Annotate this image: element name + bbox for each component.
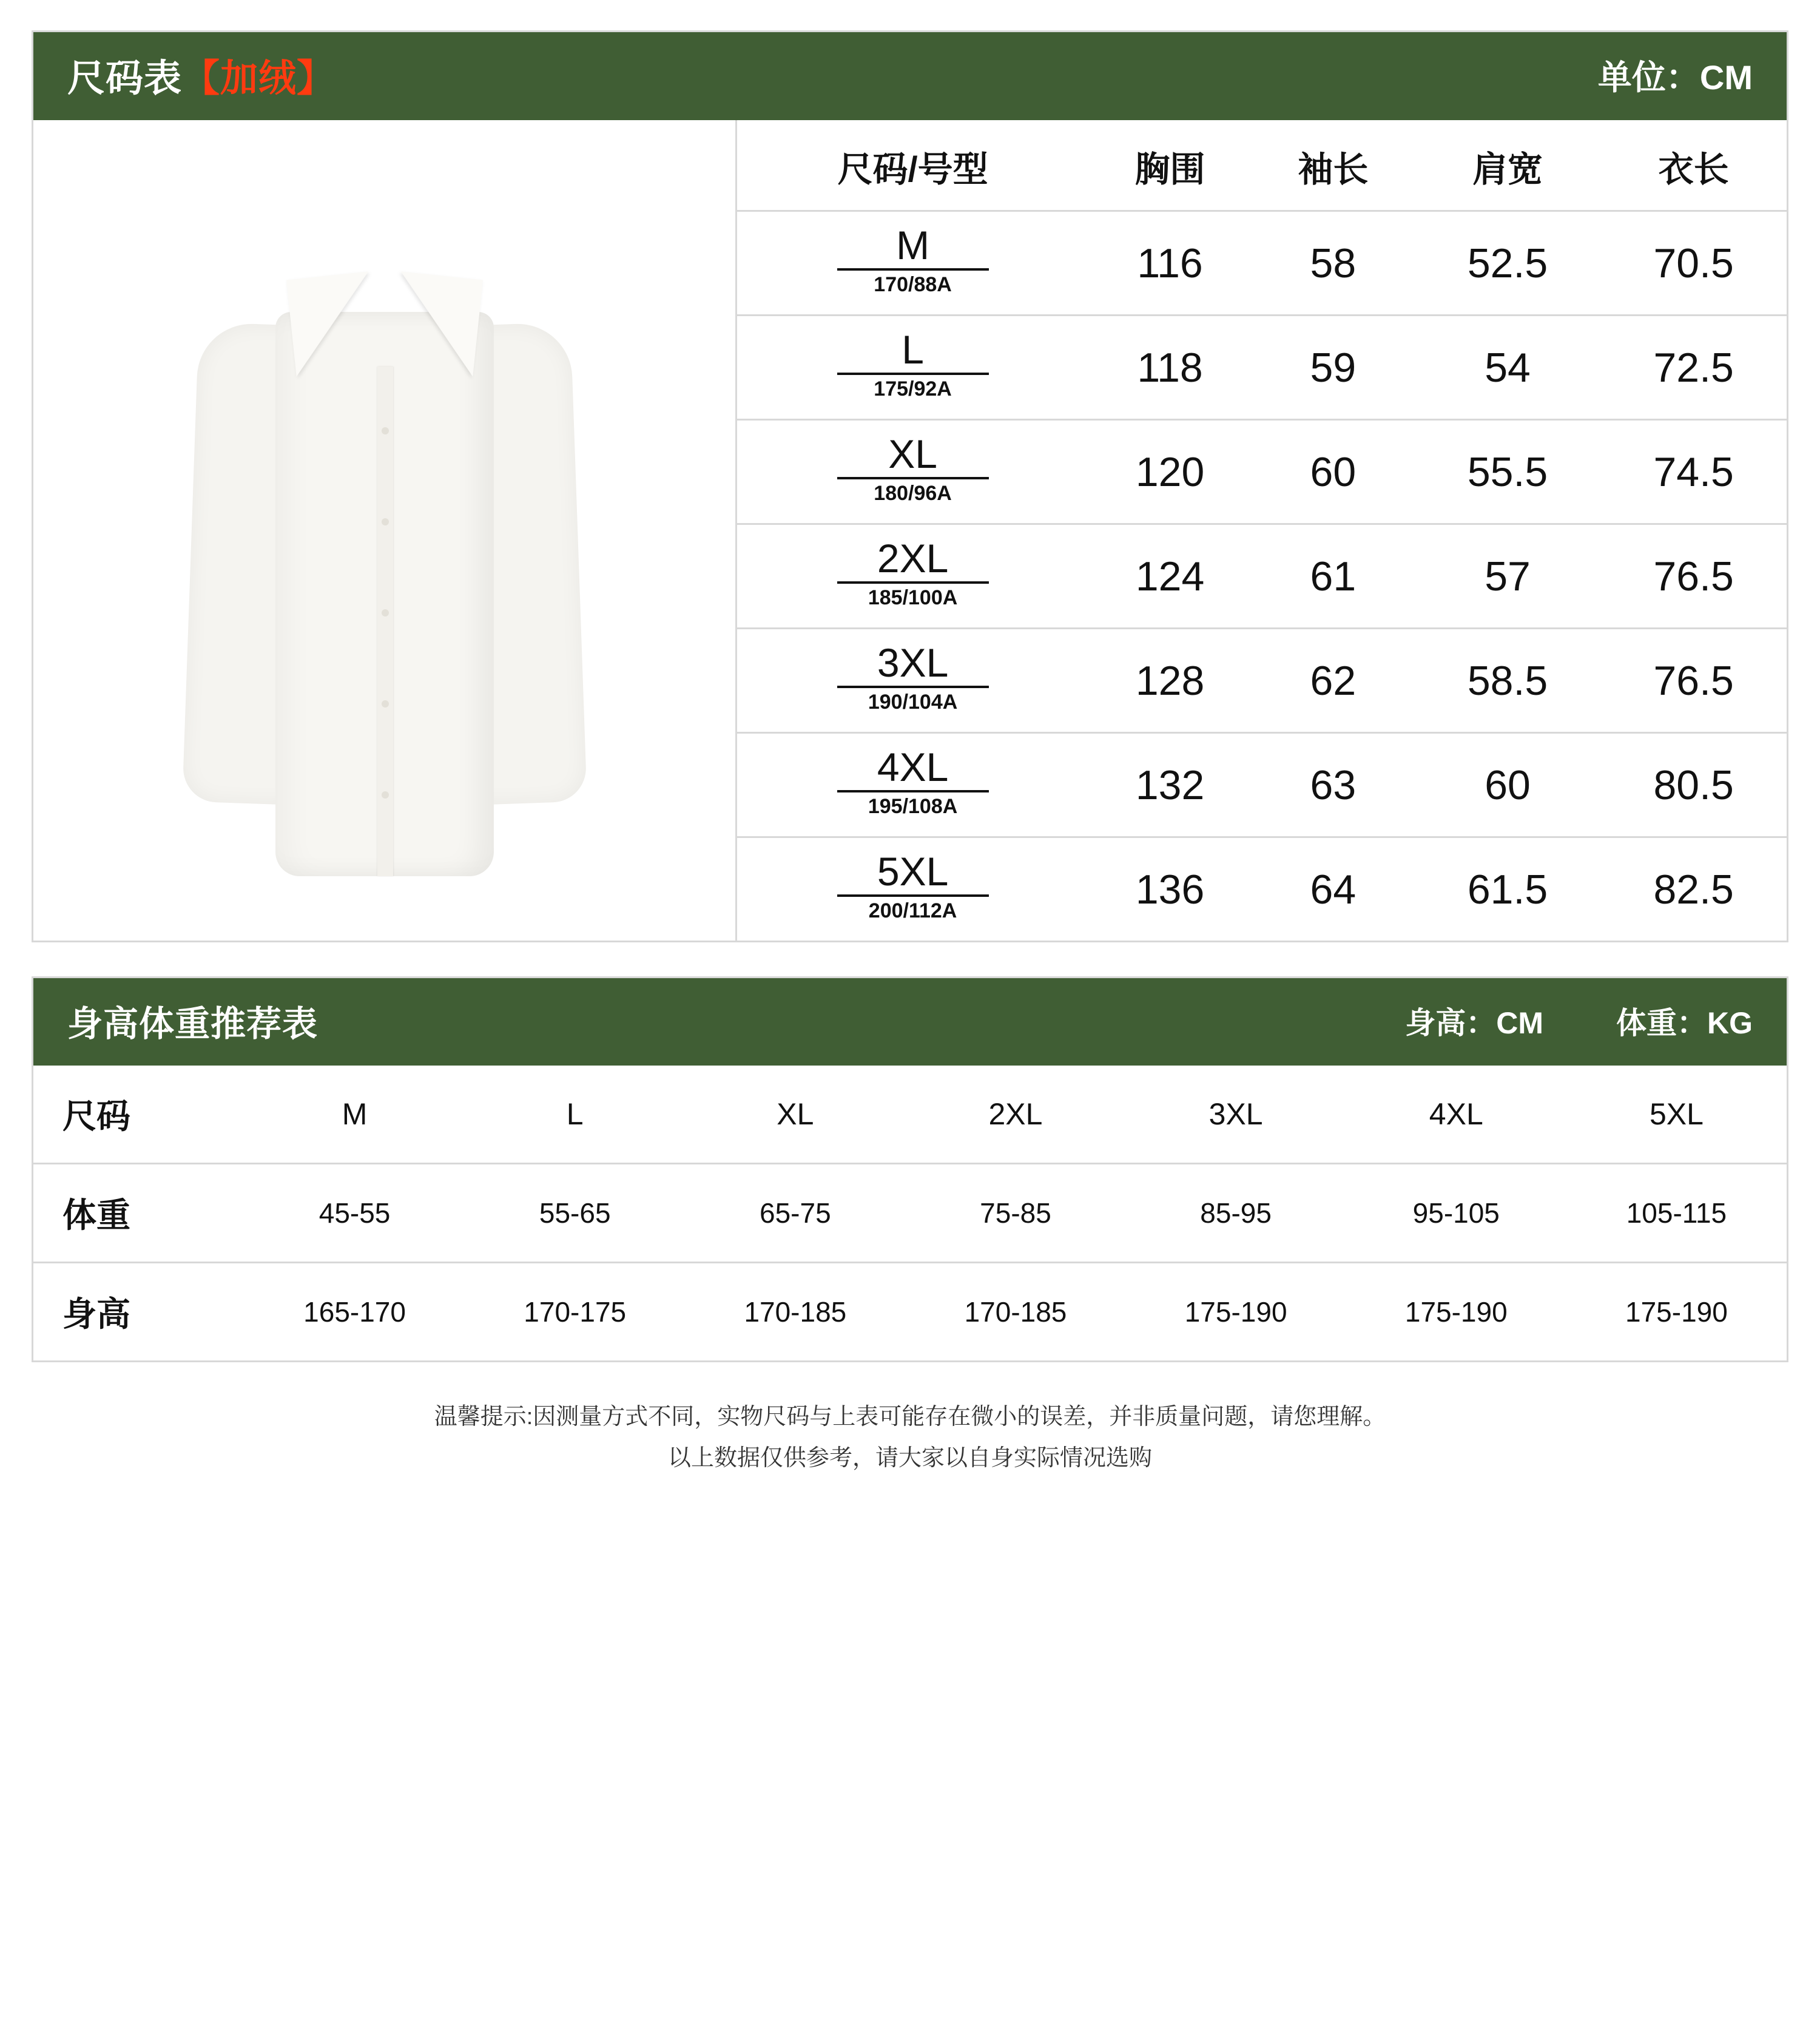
- cell-length: 82.5: [1653, 866, 1734, 913]
- shirt-button: [382, 427, 389, 434]
- size-table-head: [737, 120, 1787, 211]
- recommend-table-header: [33, 978, 1787, 1066]
- cell-size: 5XL: [1566, 1066, 1787, 1164]
- recommend-units: [1405, 999, 1753, 1042]
- cell-length: 76.5: [1600, 524, 1787, 629]
- cell-height: 175-190: [1625, 1296, 1728, 1328]
- cell-length: 80.5: [1600, 733, 1787, 837]
- footer-notes: [32, 1362, 1788, 1485]
- cell-bust: 118: [1088, 316, 1252, 420]
- cell-height: 170-185: [744, 1296, 847, 1328]
- recommend-table: [33, 1066, 1787, 1360]
- cell-sleeve: 63: [1252, 733, 1415, 837]
- cell-size: [737, 420, 1088, 524]
- cell-size: [737, 629, 1088, 733]
- size-label: M: [896, 222, 930, 268]
- cell-sleeve: 60: [1252, 420, 1415, 524]
- size-code: 185/100A: [837, 581, 989, 610]
- cell-size: [737, 316, 1088, 420]
- cell-shoulder: 58.5: [1415, 629, 1601, 733]
- cell-length: 74.5: [1600, 420, 1787, 524]
- cell-bust: 124: [1088, 524, 1252, 629]
- cell-weight: 55-65: [465, 1164, 685, 1263]
- shirt-collar-right: [391, 271, 483, 376]
- cell-weight: 105-115: [1566, 1164, 1787, 1263]
- cell-shoulder: 61.5: [1467, 866, 1548, 913]
- table-row: [737, 420, 1787, 524]
- note-line-1: 温馨提示:因测量方式不同，实物尺码与上表可能存在微小的误差，并非质量问题，请您理解。: [434, 1404, 1386, 1430]
- size-table: [737, 120, 1787, 941]
- recommend-table-card: [32, 976, 1788, 1362]
- size-table-header: [33, 32, 1787, 120]
- row-label-size: 尺码: [33, 1066, 244, 1164]
- size-label: 5XL: [877, 848, 949, 894]
- cell-weight: 65-75: [685, 1164, 905, 1263]
- table-row: [737, 837, 1787, 941]
- cell-size: [737, 733, 1088, 837]
- size-code: 175/92A: [837, 373, 989, 401]
- size-code: 200/112A: [837, 894, 989, 923]
- size-code: 170/88A: [837, 268, 989, 297]
- cell-size: 4XL: [1346, 1066, 1566, 1164]
- cell-size: 2XL: [905, 1066, 1125, 1164]
- cell-sleeve: 64: [1310, 866, 1357, 913]
- size-table-title-accent: 【加绒】: [182, 58, 335, 100]
- cell-size: [737, 837, 1088, 941]
- cell-size: 3XL: [1126, 1066, 1346, 1164]
- weight-unit-label: 体重：KG: [1616, 1006, 1753, 1040]
- shirt-button: [382, 518, 389, 525]
- cell-height: 175-190: [1184, 1296, 1287, 1328]
- cell-shoulder: 57: [1415, 524, 1601, 629]
- cell-shoulder: 60: [1415, 733, 1601, 837]
- table-row: [737, 733, 1787, 837]
- size-table-body: [33, 120, 1787, 941]
- size-label: 3XL: [877, 640, 949, 685]
- size-label: XL: [888, 431, 937, 476]
- size-table-body-rows: [737, 211, 1787, 941]
- cell-length: 72.5: [1600, 316, 1787, 420]
- size-label: 4XL: [877, 744, 949, 789]
- cell-length: 70.5: [1600, 211, 1787, 316]
- shirt-button: [382, 609, 389, 617]
- col-header-bust: 胸围: [1088, 120, 1252, 211]
- table-row: [737, 211, 1787, 316]
- cell-sleeve: 62: [1252, 629, 1415, 733]
- height-unit-label: 身高：CM: [1405, 1006, 1543, 1040]
- size-table-unit-label: 单位：CM: [1597, 58, 1753, 96]
- cell-shoulder: 55.5: [1415, 420, 1601, 524]
- cell-height: 170-175: [524, 1296, 627, 1328]
- cell-sleeve: 59: [1252, 316, 1415, 420]
- size-code: 180/96A: [837, 477, 989, 505]
- note-line-2: 以上数据仅供参考，请大家以自身实际情况选购: [667, 1445, 1152, 1471]
- cell-sleeve: 58: [1252, 211, 1415, 316]
- cell-size: XL: [685, 1066, 905, 1164]
- cell-bust: 136: [1135, 866, 1205, 913]
- cell-bust: 120: [1088, 420, 1252, 524]
- cell-weight: 45-55: [244, 1164, 465, 1263]
- cell-shoulder: 52.5: [1415, 211, 1601, 316]
- cell-height: 170-185: [964, 1296, 1067, 1328]
- cell-size: L: [465, 1066, 685, 1164]
- cell-size: [737, 211, 1088, 316]
- col-header-length: 衣长: [1600, 120, 1787, 211]
- cell-bust: 132: [1088, 733, 1252, 837]
- shirt-collar-left: [286, 271, 379, 376]
- row-label-height: 身高: [62, 1295, 130, 1333]
- size-table-title: [67, 48, 335, 102]
- size-code: 195/108A: [837, 790, 989, 819]
- shirt-illustration: [184, 275, 585, 888]
- table-row-weights: [33, 1164, 1787, 1263]
- table-row-heights: [33, 1263, 1787, 1361]
- table-row: [737, 629, 1787, 733]
- table-row: [737, 524, 1787, 629]
- row-label-weight: 体重: [33, 1164, 244, 1263]
- cell-height: 175-190: [1404, 1296, 1508, 1328]
- shirt-placket: [377, 367, 393, 876]
- cell-weight: 75-85: [905, 1164, 1125, 1263]
- size-label: L: [902, 326, 924, 372]
- cell-weight: 95-105: [1346, 1164, 1566, 1263]
- size-code: 190/104A: [837, 686, 989, 714]
- cell-bust: 116: [1088, 211, 1252, 316]
- size-table-title-main: 尺码表: [67, 58, 183, 100]
- cell-length: 76.5: [1600, 629, 1787, 733]
- cell-size: M: [244, 1066, 465, 1164]
- shirt-button: [382, 700, 389, 708]
- cell-sleeve: 61: [1252, 524, 1415, 629]
- recommend-table-title: 身高体重推荐表: [67, 1004, 318, 1044]
- cell-weight: 85-95: [1126, 1164, 1346, 1263]
- cell-bust: 128: [1088, 629, 1252, 733]
- product-image: [112, 136, 658, 925]
- table-header-row: [737, 120, 1787, 211]
- product-image-cell: [33, 120, 737, 941]
- size-label: 2XL: [877, 535, 949, 581]
- cell-height: 165-170: [303, 1296, 406, 1328]
- table-row-sizes: [33, 1066, 1787, 1164]
- shirt-button: [382, 791, 389, 799]
- col-header-size: 尺码/号型: [737, 120, 1088, 211]
- cell-shoulder: 54: [1415, 316, 1601, 420]
- size-table-card: [32, 30, 1788, 942]
- col-header-shoulder: 肩宽: [1415, 120, 1601, 211]
- col-header-sleeve: 袖长: [1252, 120, 1415, 211]
- cell-size: [737, 524, 1088, 629]
- table-row: [737, 316, 1787, 420]
